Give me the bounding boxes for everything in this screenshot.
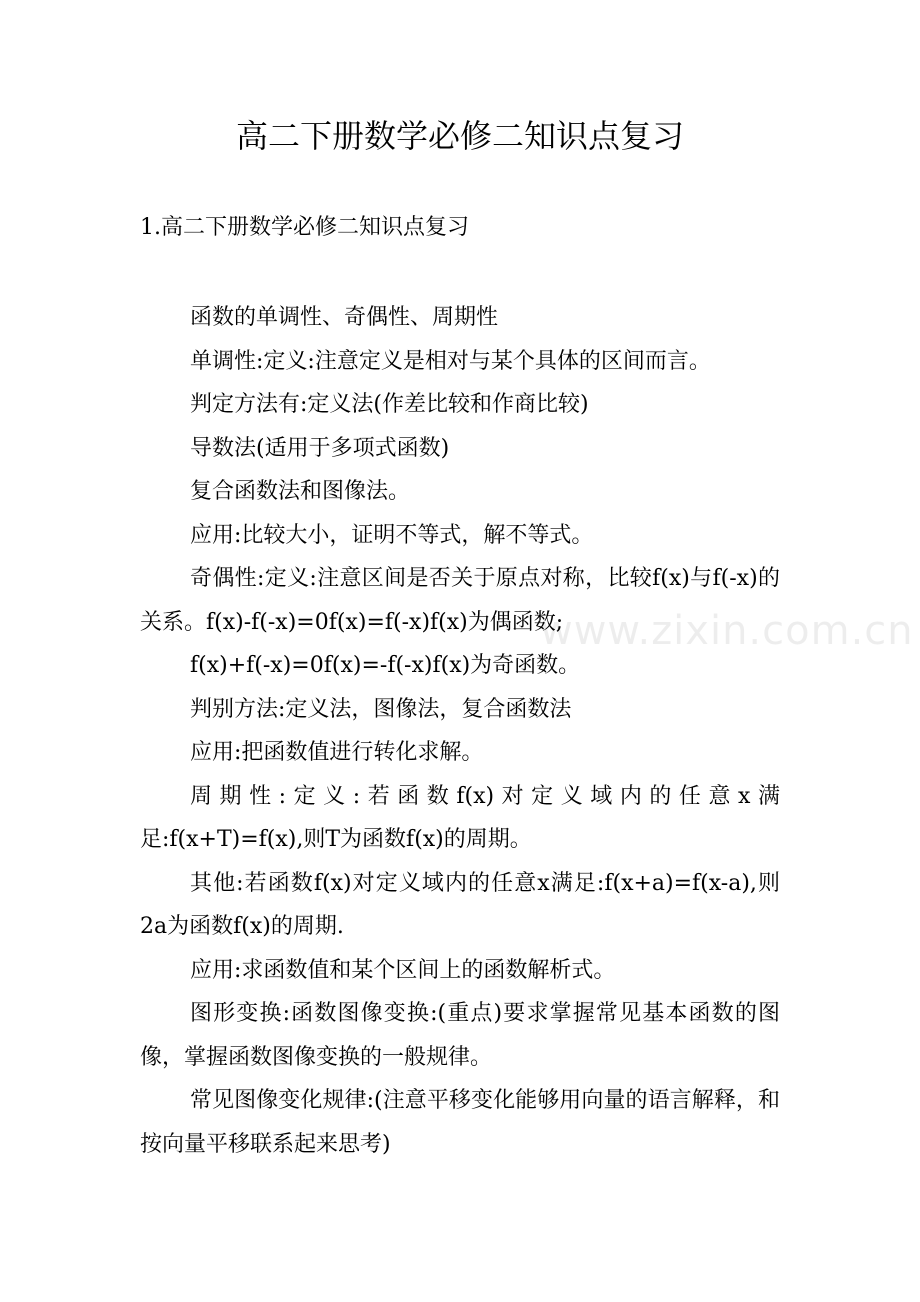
paragraph: 图形变换:函数图像变换:(重点)要求掌握常见基本函数的图像，掌握函数图像变换的一般规律。 <box>140 1001 780 1070</box>
paragraph: 周期性:定义:若函数f(x)对定义域内的任意x满足:f(x+T)=f(x),则T为函数f(x)的周期。 <box>140 783 780 852</box>
document-body <box>140 296 914 1166</box>
paragraph: 应用:把函数值进行转化求解。 <box>190 740 484 765</box>
page-title: 高二下册数学必修二知识点复习 <box>235 117 684 155</box>
paragraph: 常见图像变化规律:(注意平移变化能够用向量的语言解释，和按向量平移联系起来思考) <box>140 1088 780 1157</box>
paragraph: 函数的单调性、奇偶性、周期性 <box>190 305 499 330</box>
paragraph: 单调性:定义:注意定义是相对与某个具体的区间而言。 <box>190 348 711 374</box>
paragraph: 应用:求函数值和某个区间上的函数解析式。 <box>190 957 616 983</box>
watermark: www.zixin.com.cn <box>540 608 914 654</box>
paragraph: 奇偶性:定义:注意区间是否关于原点对称，比较f(x)与f(-x)的关系。f(x)-f(-x)=0f(x)=f(-x)f(x)为偶函数; <box>140 566 780 635</box>
paragraph: f(x)+f(-x)=0f(x)=-f(-x)f(x)为奇函数。 <box>190 653 581 678</box>
paragraph: 判定方法有:定义法(作差比较和作商比较) <box>190 392 589 417</box>
section-heading: 1.高二下册数学必修二知识点复习 <box>140 215 469 240</box>
paragraph: 复合函数法和图像法。 <box>190 479 411 504</box>
paragraph: 应用:比较大小，证明不等式，解不等式。 <box>190 522 594 548</box>
paragraph: 导数法(适用于多项式函数) <box>190 435 450 461</box>
paragraph: 判别方法:定义法，图像法，复合函数法 <box>190 696 572 722</box>
paragraph: 其他:若函数f(x)对定义域内的任意x满足:f(x+a)=f(x-a),则2a为函数f(x)的周期. <box>140 870 780 939</box>
